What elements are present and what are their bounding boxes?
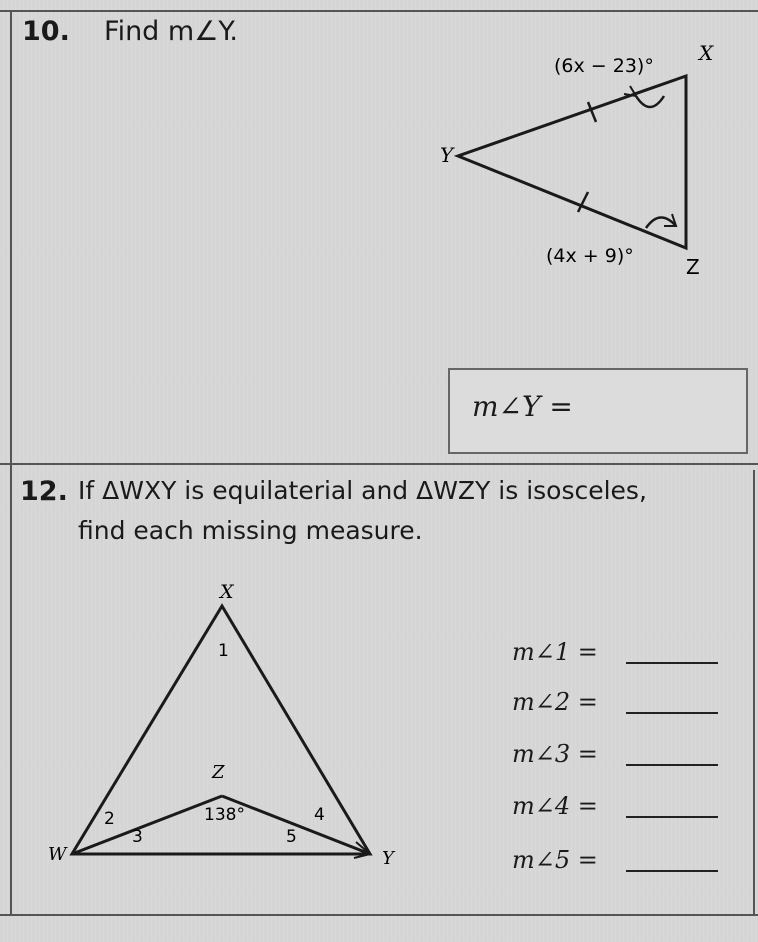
bottom-border	[0, 914, 758, 916]
angle-2-label: 2	[104, 809, 115, 829]
answer-row-angle-3	[512, 740, 598, 768]
angle-3-label: 3	[132, 827, 143, 847]
answer-label: m∠2 =	[512, 688, 598, 716]
question-10-answer-label: m∠Y =	[472, 390, 573, 423]
arrow-x	[624, 86, 636, 96]
answer-label: m∠1 =	[512, 638, 598, 666]
answer-blank[interactable]	[626, 662, 718, 664]
question-12-number: 12.	[20, 476, 68, 507]
question-12-prompt-line1: If ΔWXY is equilaterial and ΔWZY is isosceles,	[78, 476, 647, 505]
vertex-y-label: Y	[382, 848, 394, 869]
angle-5-label: 5	[286, 827, 297, 847]
middle-divider	[0, 463, 758, 465]
answer-label: m∠5 =	[512, 846, 598, 874]
tick-mark-xy	[588, 102, 596, 122]
angle-z-expression: (4x + 9)°	[546, 245, 634, 267]
question-10-number: 10.	[22, 16, 70, 47]
answer-row-angle-5	[512, 846, 598, 874]
right-border	[753, 470, 755, 915]
angle-arc-x	[636, 96, 664, 107]
vertex-z-label: Z	[686, 255, 700, 279]
vertex-w-label: W	[48, 844, 67, 865]
segment-wz	[72, 796, 222, 854]
answer-row-angle-1	[512, 638, 598, 666]
answer-blank[interactable]	[626, 764, 718, 766]
angle-z-value: 138°	[204, 805, 245, 825]
vertex-z-label: Z	[212, 762, 225, 783]
angle-4-label: 4	[314, 805, 325, 825]
angle-1-label: 1	[218, 641, 229, 661]
question-10-diagram	[0, 0, 758, 360]
answer-label: m∠3 =	[512, 740, 598, 768]
answer-blank[interactable]	[626, 712, 718, 714]
question-10-prompt: Find m∠Y.	[104, 16, 239, 47]
answer-row-angle-2	[512, 688, 598, 716]
vertex-x-label: X	[220, 581, 234, 603]
question-10-answer-box[interactable]	[448, 368, 748, 454]
question-12-prompt-line2: find each missing measure.	[78, 516, 423, 545]
angle-x-expression: (6x − 23)°	[554, 55, 654, 77]
question-12-diagram	[0, 580, 420, 880]
vertex-x-label: X	[699, 41, 714, 65]
answer-row-angle-4	[512, 792, 598, 820]
answer-blank[interactable]	[626, 870, 718, 872]
answer-label: m∠4 =	[512, 792, 598, 820]
answer-blank[interactable]	[626, 816, 718, 818]
vertex-y-label: Y	[440, 143, 454, 167]
